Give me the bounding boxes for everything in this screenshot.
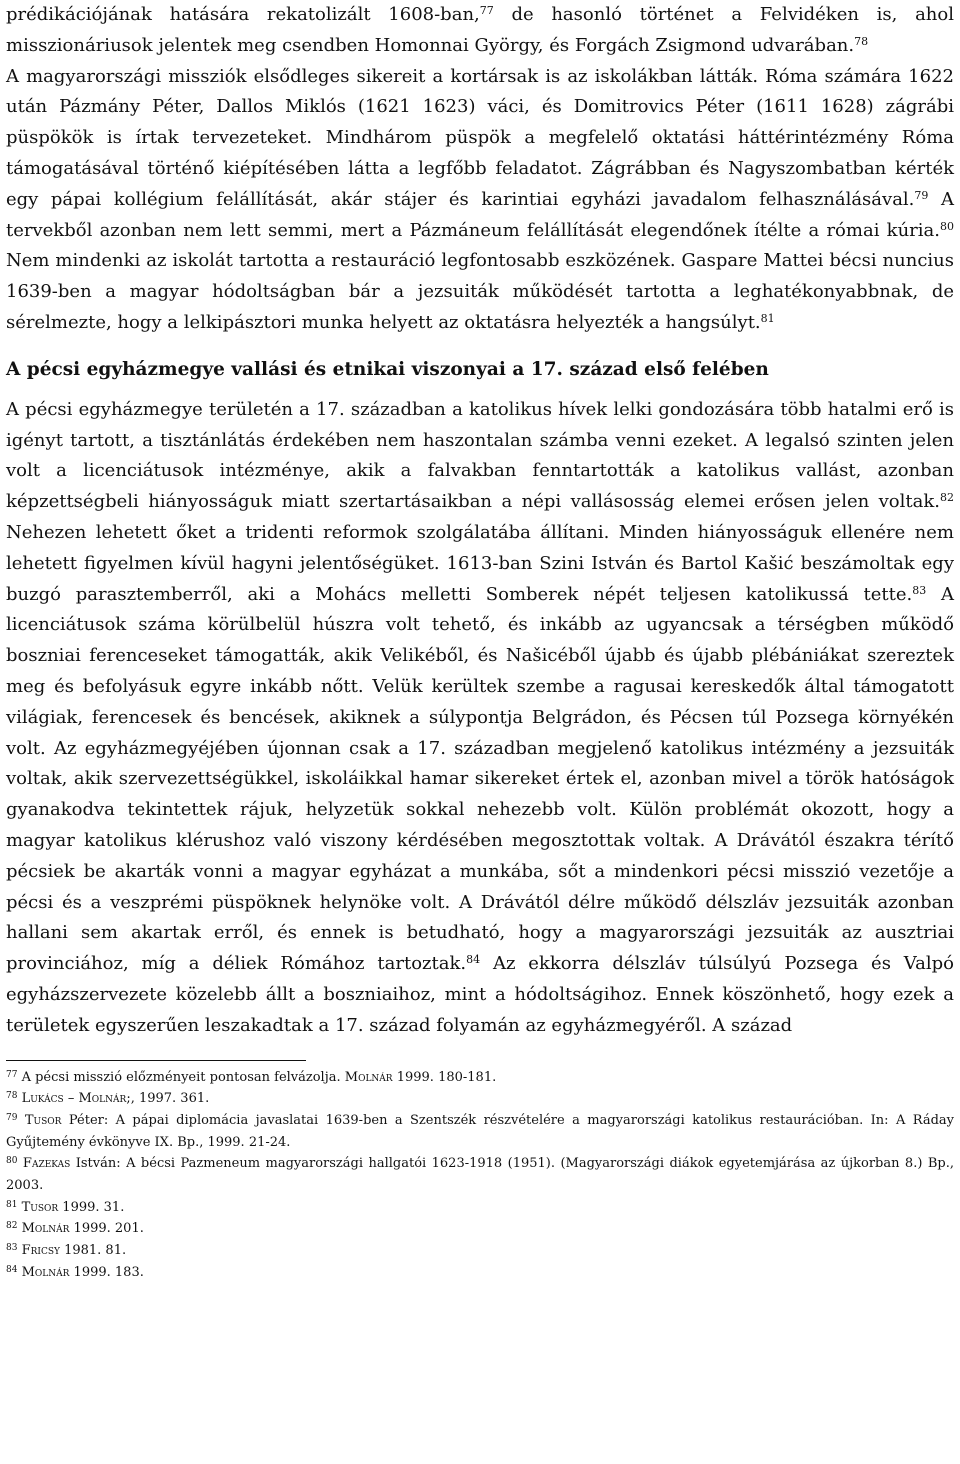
footnote-ref[interactable]: 80: [940, 219, 954, 233]
footnote-text: István: A bécsi Pazmeneum magyarországi hallgatói 1623-1918 (1951). (Magyarországi diákok egyetemjárása az újkorban 8.) Bp., 2003.: [6, 1156, 954, 1194]
footnote-ref[interactable]: 84: [466, 953, 481, 967]
footnote-number: 84: [6, 1264, 18, 1275]
footnote-number: 79: [6, 1112, 18, 1123]
footnote-ref[interactable]: 79: [914, 188, 929, 202]
footnote-ref-text: 1999. 201.: [69, 1221, 144, 1237]
footnote-number: 77: [6, 1069, 18, 1080]
footnote-83: [6, 1240, 954, 1262]
document-page: [6, 0, 954, 1284]
footnote-number: 80: [6, 1156, 18, 1167]
footnotes: [6, 1067, 954, 1284]
footnote-ref-text: 1999. 180-181.: [392, 1069, 497, 1085]
footnote-ref-text: ;, 1997. 361.: [126, 1091, 210, 1107]
footnote-number: 78: [6, 1091, 18, 1102]
footnote-text: Péter: A pápai diplomácia javaslatai 1639-ben a Szentszék részvételére a magyarországi katolikus restaurációban. In: A Ráday Gyűjtemény évkönyve IX. Bp., 1999. 21-24.: [6, 1112, 955, 1150]
text-run: A magyarországi missziók elsődleges sikereit a kortársak is az iskolákban látták. Róma számára 1622 után Pázmány Péter, Dallos Miklós (1621 1623) váci, és Domitrovics Péter (1611 1628) zágrábi püspökök is írtak tervezeteket. Mindhárom püspök a megfelelő oktatási háttérintézmény Róma támogatásával történő kiépítésében látta a legfőbb feladatot. Zágrábban és Nagyszombatban kérték egy pápai kollégium felállítását, akár stájer és karintiai egyházi javadalom felhasználásával.: [6, 65, 954, 210]
footnote-text: A pécsi misszió előzményeit pontosan felvázolja.: [17, 1069, 345, 1085]
body-paragraph: [6, 62, 954, 339]
footnote-ref[interactable]: 81: [760, 311, 775, 325]
footnote-number: 83: [6, 1243, 18, 1254]
footnote-author: Molnár: [21, 1221, 70, 1237]
footnote-84: [6, 1262, 954, 1284]
body-paragraph: [6, 395, 954, 1042]
intro-paragraph: [6, 0, 954, 62]
footnote-ref[interactable]: 82: [940, 491, 954, 505]
footnote-author: Tusor: [21, 1199, 59, 1215]
footnote-number: 81: [6, 1199, 18, 1210]
footnote-78: [6, 1088, 954, 1110]
footnote-author: Lukács – Molnár: [21, 1091, 127, 1107]
footnote-number: 82: [6, 1221, 18, 1232]
footnote-ref-text: 1981. 81.: [59, 1243, 127, 1259]
text-run: Az ekkorra délszláv túlsúlyú Pozsega és Valpó egyházszervezete közelebb állt a boszniaihoz, mint a hódoltságihoz. Ennek köszönhető, hogy ezek a területek egyszerűen leszakadtak a 17. század folyamán az egyházmegyéről. A század: [6, 953, 954, 1036]
footnote-author: Tusor: [24, 1112, 62, 1128]
text-run: A licenciátusok száma körülbelül húszra volt tehető, és inkább az ugyancsak a térségben működő boszniai ferenceseket támogatták, akik Velikéből, és Našicéből újabb és újabb plébániákat szereztek meg és befolyásuk egyre inkább nőtt. Velük kerültek szembe a ragusai kereskedők által támogatott világiak, ferencesek és bencések, akiknek a súlypontja Belgrádon, és Pécsen túl Pozsega környékén volt. Az egyházmegyéjében újonnan csak a 17. században megjelenő katolikus intézmény a jezsuiták voltak, akik szervezettségükkel, iskoláikkal hamar sikereket értek el, azonban mivel a török hatóságok gyanakodva tekintettek rájuk, helyzetük sokkal nehezebb volt. Külön problémát okozott, hogy a magyar katolikus klérushoz való viszony kérdésében megosztottak voltak. A Drávától északra térítő pécsiek be akarták vonni a magyar egyházat a munkába, sőt a mindenkori pécsi misszió vezetője a pécsi és a veszprémi püspöknek helynöke volt. A Drávától délre működő délszláv jezsuiták azonban hallani sem akartak erről, és ennek is betudható, hogy a magyarországi jezsuiták az ausztriai provinciához, míg a déliek Rómához tartoztak.: [6, 583, 954, 975]
text-run: Nehezen lehetett őket a tridenti reformok szolgálatába állítani. Minden hiányosságuk ellenére nem lehetett figyelmen kívül hagyni jelentőségüket. 1613-ban Szini István és Bartol Kašić beszámoltak egy buzgó parasztemberről, aki a Mohács melletti Somberek népét teljesen katolikussá tette.: [6, 521, 954, 605]
footnote-author: Molnár: [21, 1264, 70, 1280]
text-run: de hasonló történet a Felvidéken is, ahol misszionáriusok jelentek meg csendben Homonnai György, és Forgách Zsigmond udvarában.: [6, 4, 954, 56]
text-run: A pécsi egyházmegye területén a 17. században a katolikus hívek lelki gondozására több hatalmi erő is igényt tartott, a tisztánlátás érdekében nem haszontalan számba venni ezeket. A legalsó szinten jelen volt a licenciátusok intézménye, akik a falvakban fenntartották a katolikus vallást, azonban képzettségbeli hiányosságuk miatt szertartásaikban a népi vallásosság elemei erősen jelen voltak.: [6, 398, 954, 513]
text-run: Nem mindenki az iskolát tartotta a restauráció legfontosabb eszközének. Gaspare Mattei bécsi nuncius 1639-ben a magyar hódoltságban bár a jezsuiták működését tartotta a leghatékonyabbnak, de sérelmezte, hogy a lelkipásztori munka helyett az oktatásra helyezték a hangsúlyt.: [6, 250, 954, 333]
footnote-ref[interactable]: 77: [479, 4, 494, 17]
footnote-ref-text: 1999. 183.: [69, 1264, 144, 1280]
footnote-80: [6, 1153, 954, 1196]
footnote-divider: [6, 1060, 306, 1061]
section-heading: A pécsi egyházmegye vallási és etnikai viszonyai a 17. század első felében: [6, 358, 769, 380]
text-run: A tervekből azonban nem lett semmi, mert a Pázmáneum felállítását elegendőnek ítélte a római kúria.: [6, 188, 954, 241]
footnote-ref-text: 1999. 31.: [58, 1199, 125, 1215]
text-run: prédikációjának hatására rekatolizált 1608-ban,: [6, 4, 480, 25]
footnote-82: [6, 1218, 954, 1240]
footnote-79: [6, 1110, 954, 1153]
footnote-ref[interactable]: 78: [854, 34, 869, 48]
footnote-81: [6, 1197, 954, 1219]
footnote-author: Fricsy: [21, 1243, 60, 1259]
footnote-ref[interactable]: 83: [912, 583, 927, 597]
footnote-author: Molnár: [344, 1069, 393, 1085]
footnote-author: Fazekas: [22, 1156, 71, 1172]
footnote-77: [6, 1067, 954, 1089]
